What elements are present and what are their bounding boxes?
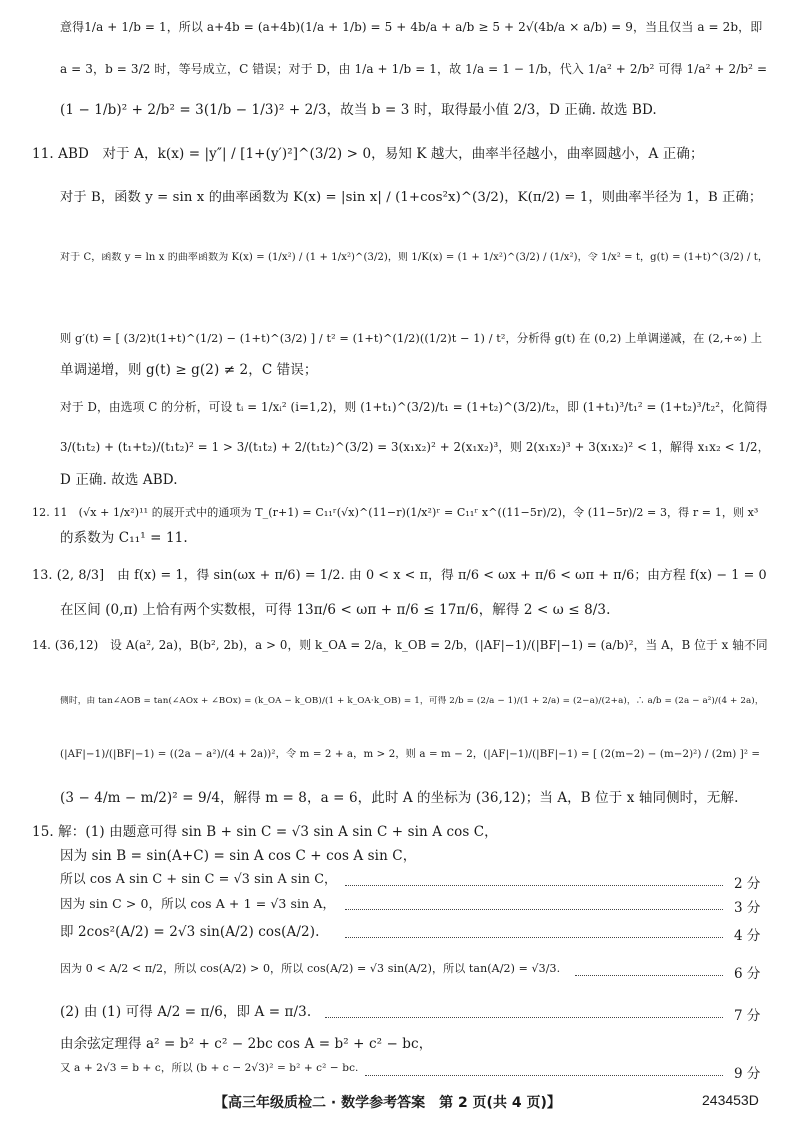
score-mark: 4 分 bbox=[734, 928, 761, 944]
text-line: 因为 0 < A/2 < π/2，所以 cos(A/2) > 0，所以 cos(A/2) = √3 sin(A/2)，所以 tan(A/2) = √3/3. bbox=[60, 962, 561, 975]
score-mark: 7 分 bbox=[734, 1008, 761, 1024]
text-line: 由余弦定理得 a² = b² + c² − 2bc cos A = b² + c² − bc， bbox=[60, 1036, 433, 1052]
text-line: 对于 B，函数 y = sin x 的曲率函数为 K(x) = |sin x| / (1+cos²x)^(3/2)，K(π/2) = 1，则曲率半径为 1，B 正确； bbox=[60, 190, 763, 205]
text-line: 的系数为 C₁₁¹ = 11. bbox=[60, 530, 188, 546]
text-line: 单调递增，则 g(t) ≥ g(2) ≠ 2，C 错误； bbox=[60, 362, 318, 378]
problem-15-solution: 15. 解：(1) 由题意可得 sin B + sin C = √3 sin A sin C + sin A cos C， bbox=[32, 824, 498, 840]
leader-dots bbox=[325, 1017, 723, 1018]
problem-14-answer: 14. (36,12) 设 A(a², 2a)，B(b², 2b)，a > 0，则 k_OA = 2/a，k_OB = 2/b，(|AF|−1)/(|BF|−1) = (a/b)²，当 A，B 位于 x 轴不同 bbox=[32, 638, 768, 652]
text-line: (|AF|−1)/(|BF|−1) = ((2a − a²)/(4 + 2a))²，令 m = 2 + a，m > 2，则 a = m − 2，(|AF|−1)/(|BF|−1) = [ (2(m−2) − (m−2)²) / (2m) ]² = bbox=[60, 748, 761, 760]
footer-title: 【高三年级质检二 · 数学参考答案 第 2 页(共 4 页)】 bbox=[214, 1095, 561, 1111]
leader-dots bbox=[345, 909, 723, 910]
problem-13-answer: 13. (2, 8/3] 由 f(x) = 1，得 sin(ωx + π/6) = 1/2. 由 0 < x < π，得 π/6 < ωx + π/6 < ωπ + π/6；由方程 f(x) − 1 = 0 bbox=[32, 568, 767, 583]
leader-dots bbox=[575, 975, 723, 976]
text-line: a = 3，b = 3/2 时，等号成立，C 错误；对于 D，由 1/a + 1/b = 1，故 1/a = 1 − 1/b，代入 1/a² + 2/b² 可得 1/a² + 2/b² = bbox=[60, 62, 768, 76]
text-line: 所以 cos A sin C + sin C = √3 sin A sin C， bbox=[60, 872, 337, 887]
score-mark: 2 分 bbox=[734, 876, 761, 892]
text-line: (1 − 1/b)² + 2/b² = 3(1/b − 1/3)² + 2/3，故当 b = 3 时，取得最小值 2/3，D 正确. 故选 BD. bbox=[60, 102, 657, 118]
text-line: 对于 D，由选项 C 的分析，可设 tᵢ = 1/xᵢ² (i=1,2)，则 (1+t₁)^(3/2)/t₁ = (1+t₂)^(3/2)/t₂，即 (1+t₁)³/t₁² = (1+t₂)³/t₂²，化简得 bbox=[60, 400, 768, 414]
text-line: 因为 sin C > 0，所以 cos A + 1 = √3 sin A， bbox=[60, 896, 336, 911]
text-line: 因为 sin B = sin(A+C) = sin A cos C + cos A sin C， bbox=[60, 848, 417, 864]
leader-dots bbox=[345, 937, 723, 938]
text-line: 在区间 (0,π) 上恰有两个实数根，可得 13π/6 < ωπ + π/6 ≤ 17π/6，解得 2 < ω ≤ 8/3. bbox=[60, 602, 611, 618]
text-line: D 正确. 故选 ABD. bbox=[60, 472, 178, 488]
footer-code: 243453D bbox=[702, 1092, 759, 1108]
text-line: (3 − 4/m − m/2)² = 9/4，解得 m = 8，a = 6，此时 A 的坐标为 (36,12)；当 A，B 位于 x 轴同侧时，无解. bbox=[60, 790, 739, 806]
text-line: 则 g′(t) = [ (3/2)t(1+t)^(1/2) − (1+t)^(3/2) ] / t² = (1+t)^(1/2)((1/2)t − 1) / t²，分析得 g(t) 在 (0,2) 上单调递减，在 (2,+∞) 上 bbox=[60, 332, 763, 345]
text-line: (2) 由 (1) 可得 A/2 = π/6，即 A = π/3. bbox=[60, 1004, 312, 1020]
text-line: 侧时，由 tan∠AOB = tan(∠AOx + ∠BOx) = (k_OA − k_OB)/(1 + k_OA·k_OB) = 1，可得 2/b = (2/a − 1)/(1 + 2/a) = (2−a)/(2+a)，∴ a/b = (2a − a²)/(4 + 2a)， bbox=[60, 696, 764, 706]
text-line: 对于 C，函数 y = ln x 的曲率函数为 K(x) = (1/x²) / (1 + 1/x²)^(3/2)，则 1/K(x) = (1 + 1/x²)^(3/2) / (1/x²)，令 1/x² = t，g(t) = (1+t)^(3/2) / t， bbox=[60, 252, 769, 263]
score-mark: 9 分 bbox=[734, 1066, 761, 1082]
score-mark: 6 分 bbox=[734, 966, 761, 982]
text-line: 意得1/a + 1/b = 1，所以 a+4b = (a+4b)(1/a + 1/b) = 5 + 4b/a + a/b ≥ 5 + 2√(4b/a × a/b) = 9，当且仅当 a = 2b，即 bbox=[60, 20, 763, 34]
score-mark: 3 分 bbox=[734, 900, 761, 916]
problem-11-answer: 11. ABD 对于 A，k(x) = |y″| / [1+(y′)²]^(3/2) > 0，易知 K 越大，曲率半径越小，曲率圆越小，A 正确； bbox=[32, 146, 704, 162]
text-line: 3/(t₁t₂) + (t₁+t₂)/(t₁t₂)² = 1 > 3/(t₁t₂) + 2/(t₁t₂)^(3/2) = 3(x₁x₂)² + 2(x₁x₂)³，则 2(x₁x₂)³ + 3(x₁x₂)² < 1，解得 x₁x₂ < 1/2， bbox=[60, 440, 770, 454]
leader-dots bbox=[345, 885, 723, 886]
problem-12-answer: 12. 11 (√x + 1/x²)¹¹ 的展开式中的通项为 T_(r+1) = C₁₁ʳ(√x)^(11−r)(1/x²)ʳ = C₁₁ʳ x^((11−5r)/2)，令 (11−5r)/2 = 3，得 r = 1，则 x³ bbox=[32, 506, 759, 519]
leader-dots bbox=[365, 1075, 723, 1076]
page-footer bbox=[0, 1090, 800, 1118]
text-line: 又 a + 2√3 = b + c，所以 (b + c − 2√3)² = b² + c² − bc. bbox=[60, 1062, 359, 1074]
text-line: 即 2cos²(A/2) = 2√3 sin(A/2) cos(A/2). bbox=[60, 924, 320, 940]
